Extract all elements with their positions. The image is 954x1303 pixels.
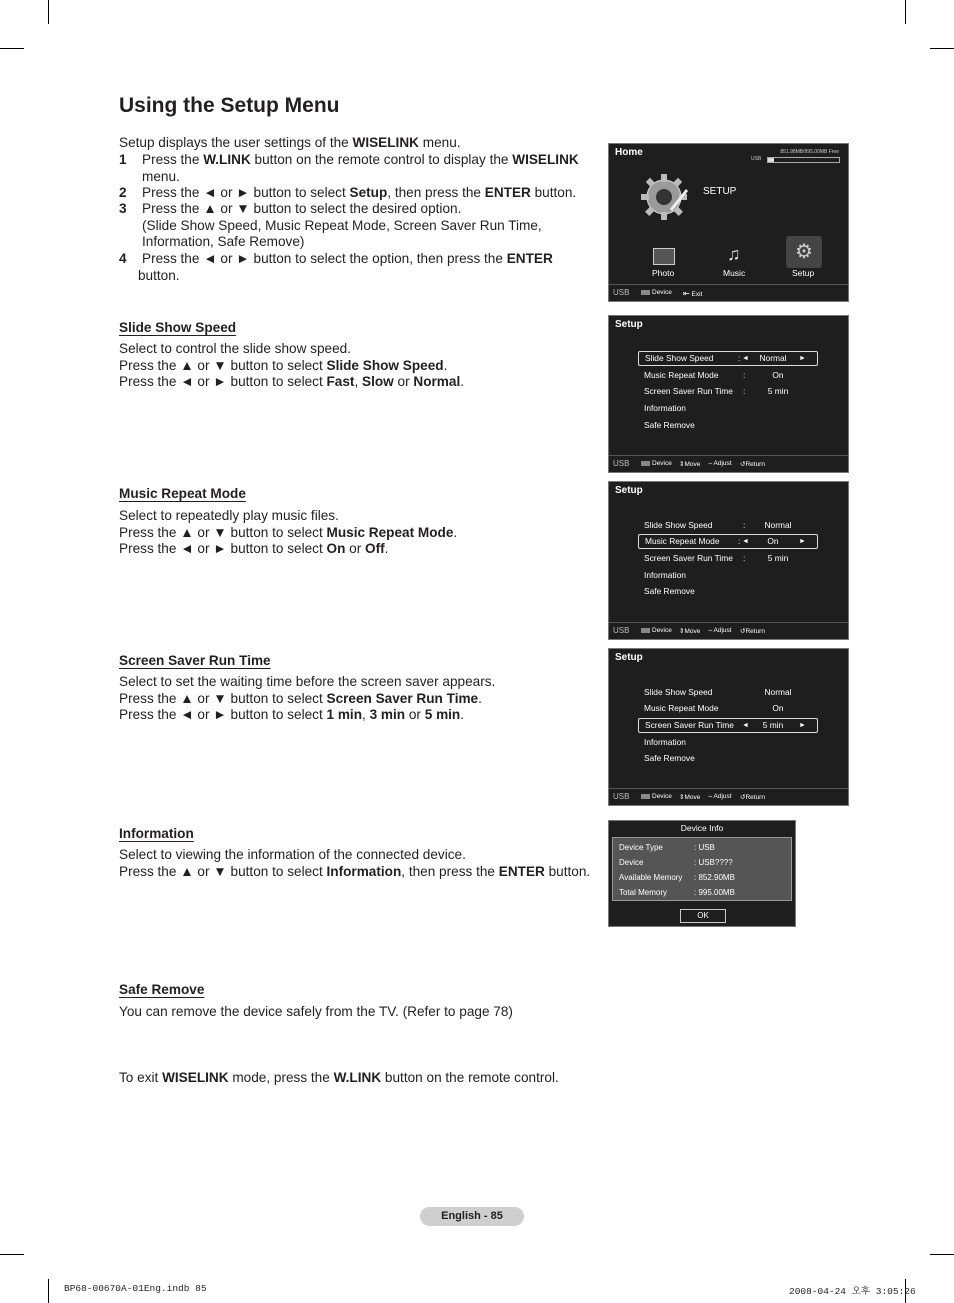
info-row	[619, 858, 643, 867]
storage-bar	[767, 157, 840, 163]
info-row	[619, 843, 663, 852]
step-3-options: (Slide Show Speed, Music Repeat Mode, Screen Saver Run Time, Information, Safe Remove)	[142, 217, 542, 250]
body-line: Select to repeatedly play music files.	[119, 508, 339, 523]
menu-row-music-repeat-mode[interactable]	[638, 534, 818, 549]
device-info-dialog	[608, 820, 796, 927]
step-number: 1	[119, 152, 127, 167]
adjust-label: Adjust	[713, 460, 732, 467]
row-label: Information	[644, 403, 686, 413]
crop-mark	[0, 48, 24, 49]
crop-mark	[905, 0, 906, 24]
music-label: Music	[723, 268, 746, 278]
section-body-info	[119, 847, 599, 880]
intro-post: menu.	[418, 135, 461, 150]
body-text: .	[460, 374, 465, 390]
exit-text: To exit	[119, 1070, 163, 1085]
body-bold: 1 min	[326, 707, 363, 723]
body-bold: Fast	[326, 374, 355, 390]
updown-icon: ⇕	[679, 628, 685, 635]
section-heading-slide-show-speed: Slide Show Speed	[119, 320, 237, 335]
setup-icon-label: Setup	[792, 268, 815, 278]
body-bold: 3 min	[369, 707, 406, 723]
body-bold: 5 min	[424, 707, 461, 723]
move-label: Move	[684, 794, 701, 801]
footer-adjust	[707, 627, 732, 634]
footer-return	[740, 460, 765, 468]
body-text: , then press the	[401, 863, 499, 879]
device-label: Device	[652, 627, 672, 634]
row-colon: :	[738, 536, 741, 546]
section-body-music	[119, 508, 589, 558]
right-arrow-icon: ►	[799, 722, 806, 729]
row-label: Safe Remove	[644, 586, 695, 596]
info-key: Device	[619, 858, 644, 867]
return-label: Return	[745, 461, 765, 468]
info-value: : 995.00MB	[694, 888, 735, 897]
page-title: Using the Setup Menu	[119, 94, 340, 117]
leftright-icon: ⇔	[707, 460, 714, 467]
body-text: Press the ▲ or ▼ button to select	[119, 357, 327, 373]
body-bold: On	[326, 541, 346, 557]
body-text: button.	[544, 863, 591, 879]
body-text: or	[345, 541, 366, 557]
section-heading-screen-saver-run-time: Screen Saver Run Time	[119, 653, 271, 668]
body-text: .	[443, 357, 448, 373]
footer-return	[740, 627, 765, 635]
row-label: Slide Show Speed	[645, 353, 714, 363]
step-text: button.	[138, 267, 180, 283]
row-label: Music Repeat Mode	[645, 536, 720, 546]
row-label: Information	[644, 737, 686, 747]
section-body-slide	[119, 341, 589, 391]
page-number-badge: English - 85	[420, 1207, 524, 1226]
device-chip-icon	[641, 290, 650, 295]
footer-exit	[683, 289, 702, 298]
menu-row-slide-show-speed[interactable]	[644, 686, 822, 698]
row-colon: :	[738, 353, 741, 363]
left-arrow-icon: ◄	[742, 355, 749, 362]
step-bold: ENTER	[484, 185, 531, 200]
body-text: Press the ▲ or ▼ button to select	[119, 690, 327, 706]
menu-row-information[interactable]	[644, 569, 822, 581]
footer-device	[641, 460, 672, 467]
menu-row-music-repeat-mode[interactable]	[644, 369, 822, 381]
info-value: : USB????	[694, 858, 733, 867]
home-screen	[608, 143, 849, 302]
menu-row-information[interactable]	[644, 402, 822, 414]
body-bold: Off	[365, 541, 385, 557]
device-info-panel	[612, 837, 792, 901]
row-colon: :	[743, 553, 746, 563]
body-text: Press the ◄ or ► button to select	[119, 707, 327, 723]
body-bold: Slide Show Speed	[326, 357, 444, 373]
crop-mark	[0, 1254, 24, 1255]
adjust-label: Adjust	[713, 627, 732, 634]
body-bold: Information	[326, 863, 402, 879]
storage-bar-fill	[768, 158, 774, 162]
row-colon: :	[743, 520, 746, 530]
body-text: .	[460, 707, 465, 723]
footer-file-info: BP68-00670A-01Eng.indb 85	[64, 1283, 207, 1294]
row-colon: :	[743, 386, 746, 396]
setup-label: SETUP	[703, 186, 737, 197]
left-arrow-icon: ◄	[742, 722, 749, 729]
body-text: Press the ▲ or ▼ button to select	[119, 863, 327, 879]
body-bold: Normal	[413, 374, 461, 390]
footer-adjust	[707, 460, 732, 467]
row-value: Normal	[764, 687, 792, 697]
footer-move	[679, 460, 700, 468]
intro-bold: WISELINK	[352, 135, 419, 150]
row-label: Music Repeat Mode	[644, 370, 719, 380]
step-number: 4	[119, 251, 127, 266]
device-label: Device	[652, 460, 672, 467]
home-footer	[609, 284, 848, 301]
body-text: or	[393, 374, 414, 390]
setup-screen-music	[608, 481, 849, 640]
row-label: Music Repeat Mode	[644, 703, 719, 713]
step-text: Press the ◄ or ► button to select the option, then press the	[142, 251, 507, 266]
right-arrow-icon: ►	[799, 538, 806, 545]
row-label: Screen Saver Run Time	[645, 720, 734, 730]
exit-text: mode, press the	[228, 1070, 334, 1085]
setup-footer	[609, 788, 848, 805]
footer-usb: USB	[613, 792, 630, 801]
footer-timestamp: 2008-04-24 오후 3:05:26	[789, 1286, 916, 1297]
step-text: button.	[530, 185, 577, 200]
step-number: 2	[119, 185, 127, 200]
step-2-text	[142, 185, 592, 202]
body-text: .	[384, 541, 389, 557]
left-arrow-icon: ◄	[742, 538, 749, 545]
info-key: Available Memory	[619, 873, 683, 882]
section-heading-information: Information	[119, 826, 194, 841]
section-body-safe: You can remove the device safely from the TV. (Refer to page 78)	[119, 1004, 513, 1019]
row-label: Safe Remove	[644, 420, 695, 430]
setup-gear-icon[interactable]: ⚙	[786, 236, 822, 268]
step-bold: ENTER	[506, 251, 553, 266]
info-row	[619, 888, 667, 897]
body-line: Select to viewing the information of the connected device.	[119, 847, 466, 862]
home-title: Home	[615, 147, 643, 158]
row-value: On	[767, 536, 779, 546]
menu-row-screen-saver[interactable]	[644, 385, 822, 397]
row-label: Screen Saver Run Time	[644, 553, 733, 563]
body-text: Press the ◄ or ► button to select	[119, 541, 327, 557]
body-bold: Screen Saver Run Time	[326, 690, 479, 706]
footer-usb: USB	[613, 459, 630, 468]
exit-text: button on the remote control.	[381, 1070, 559, 1085]
footer-return	[740, 793, 765, 801]
footer-usb: USB	[613, 626, 630, 635]
exit-bold: WISELINK	[162, 1070, 229, 1085]
footer-move	[679, 793, 700, 801]
photo-label: Photo	[652, 268, 675, 278]
section-heading-safe-remove: Safe Remove	[119, 982, 205, 997]
device-info-title: Device Info	[680, 823, 724, 833]
step-text: menu.	[142, 168, 180, 184]
row-value: 5 min	[767, 386, 789, 396]
exit-bold: W.LINK	[333, 1070, 382, 1085]
setup-screen-slide	[608, 315, 849, 473]
crop-mark	[48, 0, 49, 24]
menu-row-safe-remove[interactable]	[644, 585, 822, 597]
row-value: 5 min	[767, 553, 789, 563]
section-body-saver	[119, 674, 599, 724]
footer-device	[641, 793, 672, 800]
step-text: Press the ◄ or ► button to select	[142, 185, 350, 200]
row-value: On	[772, 703, 784, 713]
device-chip-icon	[641, 628, 650, 633]
device-label: Device	[652, 793, 672, 800]
menu-row-safe-remove[interactable]	[644, 752, 822, 764]
menu-row-safe-remove[interactable]	[644, 419, 822, 431]
body-bold: Music Repeat Mode	[326, 524, 454, 540]
intro-text	[119, 135, 461, 152]
body-text: .	[453, 524, 458, 540]
body-text: Press the ◄ or ► button to select	[119, 374, 327, 390]
storage-usb-label: USB	[751, 156, 762, 162]
menu-row-information[interactable]	[644, 736, 822, 748]
section-heading-music-repeat-mode: Music Repeat Mode	[119, 486, 246, 501]
return-icon: ↺	[740, 628, 746, 635]
info-key: Total Memory	[619, 888, 668, 897]
exit-note	[119, 1070, 619, 1087]
step-bold: WISELINK	[512, 152, 579, 167]
menu-row-slide-show-speed[interactable]	[638, 351, 818, 366]
adjust-label: Adjust	[713, 793, 732, 800]
row-label: Information	[644, 570, 686, 580]
body-bold: ENTER	[498, 863, 545, 879]
row-label: Safe Remove	[644, 753, 695, 763]
body-text: ,	[354, 374, 363, 390]
menu-row-slide-show-speed[interactable]	[644, 519, 822, 531]
row-value: On	[772, 370, 784, 380]
footer-device	[641, 627, 672, 634]
exit-icon: ⇤	[683, 289, 690, 298]
intro-pre: Setup displays the user settings of the	[119, 135, 353, 150]
menu-row-screen-saver[interactable]	[644, 552, 822, 564]
footer-device	[641, 289, 672, 296]
step-text: Press the ▲ or ▼ button to select the desired option.	[142, 201, 462, 216]
setup-footer	[609, 622, 848, 639]
menu-row-screen-saver[interactable]	[638, 718, 818, 733]
row-value: Normal	[759, 353, 787, 363]
footer-move	[679, 627, 700, 635]
updown-icon: ⇕	[679, 794, 685, 801]
info-row	[619, 873, 682, 882]
step-text: button on the remote control to display the	[250, 152, 513, 167]
device-chip-icon	[641, 461, 650, 466]
crop-mark	[930, 48, 954, 49]
row-colon: :	[743, 370, 746, 380]
row-value: Normal	[764, 520, 792, 530]
body-line: Select to set the waiting time before the screen saver appears.	[119, 674, 496, 689]
photo-icon[interactable]	[653, 248, 675, 265]
row-label: Slide Show Speed	[644, 687, 713, 697]
body-text: .	[478, 690, 482, 706]
step-4-text	[138, 251, 572, 284]
menu-row-music-repeat-mode[interactable]	[644, 702, 822, 714]
body-line: Select to control the slide show speed.	[119, 341, 351, 356]
setup-screen-saver	[608, 648, 849, 806]
step-text: Press the	[142, 152, 204, 167]
step-3-text	[142, 201, 562, 251]
return-icon: ↺	[740, 461, 746, 468]
info-value: : 852.90MB	[694, 873, 735, 882]
step-bold: Setup	[349, 185, 388, 200]
leftright-icon: ⇔	[707, 793, 714, 800]
setup-title: Setup	[615, 485, 643, 496]
crop-mark	[930, 1254, 954, 1255]
row-value: 5 min	[762, 720, 784, 730]
return-label: Return	[745, 794, 765, 801]
ok-button[interactable]: OK	[680, 909, 726, 923]
body-text: ,	[362, 707, 370, 723]
step-number: 3	[119, 201, 127, 216]
return-icon: ↺	[740, 794, 746, 801]
updown-icon: ⇕	[679, 461, 685, 468]
step-bold: W.LINK	[203, 152, 251, 167]
info-key: Device Type	[619, 843, 663, 852]
info-value: : USB	[694, 843, 715, 852]
device-chip-icon	[641, 794, 650, 799]
move-label: Move	[684, 461, 701, 468]
body-text: Press the ▲ or ▼ button to select	[119, 524, 327, 540]
row-label: Screen Saver Run Time	[644, 386, 733, 396]
gear-icon	[637, 170, 691, 224]
body-bold: Slow	[362, 374, 394, 390]
move-label: Move	[684, 628, 701, 635]
right-arrow-icon: ►	[799, 355, 806, 362]
storage-text: 851.98MB/995.00MB Free	[780, 149, 839, 155]
music-note-icon[interactable]: ♫	[727, 244, 741, 264]
footer-adjust	[707, 793, 732, 800]
row-label: Slide Show Speed	[644, 520, 713, 530]
exit-label: Exit	[691, 291, 703, 298]
leftright-icon: ⇔	[707, 627, 714, 634]
setup-footer	[609, 455, 848, 472]
step-text: , then press the	[387, 185, 485, 200]
device-label: Device	[652, 289, 672, 296]
footer-usb: USB	[613, 288, 630, 297]
body-text: or	[405, 707, 425, 723]
setup-title: Setup	[615, 652, 643, 663]
step-1-text	[142, 152, 582, 185]
return-label: Return	[745, 628, 765, 635]
crop-mark	[48, 1279, 49, 1303]
setup-title: Setup	[615, 319, 643, 330]
